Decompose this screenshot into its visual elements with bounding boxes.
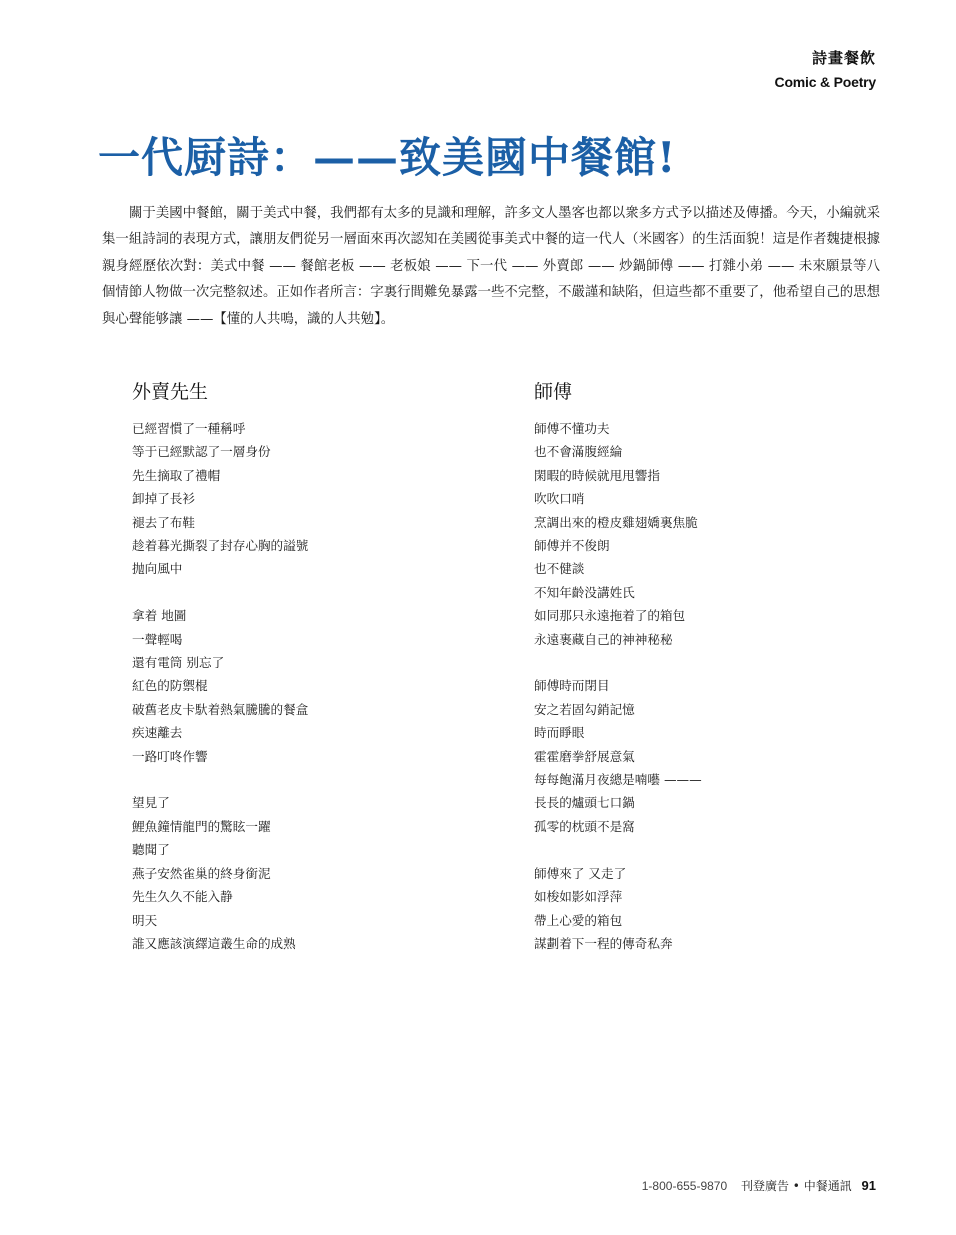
- poem-line: 師傅時而閉目: [534, 678, 610, 694]
- section-label-en: Comic & Poetry: [774, 74, 876, 90]
- poem-line: 謀劃着下一程的傳奇私奔: [534, 935, 673, 951]
- poem-line: 如同那只永遠拖着了的箱包: [534, 608, 686, 624]
- poem-line: 先生久久不能入静: [132, 889, 233, 905]
- poem-line: 永遠裹藏自己的神神秘秘: [534, 631, 673, 647]
- poem-takeout-gentleman: [132, 376, 472, 979]
- poem-line: 吹吹口哨: [534, 491, 585, 507]
- poem-line: 也不健談: [534, 561, 585, 577]
- poem-line: 紅色的防禦棍: [132, 678, 208, 694]
- poem-line: 還有電筒 别忘了: [132, 655, 225, 671]
- poem-line: 師傅來了 又走了: [534, 865, 627, 881]
- poem-line: 明天: [132, 912, 158, 928]
- poem-line: 師傅不懂功夫: [534, 421, 610, 436]
- poem-line: 不知年齡没講姓氏: [534, 584, 635, 600]
- poem-line: 烹調出來的橙皮雞翅嬌裏焦脆: [534, 514, 698, 530]
- poem-line: 閑暇的時候就甩甩響指: [534, 467, 660, 483]
- poem-line: 帶上心愛的箱包: [534, 912, 623, 928]
- footer-phone: 1-800-655-9870: [641, 1179, 728, 1193]
- poem-line: 也不會滿腹經綸: [534, 444, 623, 460]
- poem-line: 孤零的枕頭不是窩: [534, 818, 635, 834]
- footer-publication: 刊登廣告 • 中餐通訊: [740, 1179, 852, 1193]
- poem-line: 師傅并不俊朗: [534, 538, 610, 554]
- poem-stanza: [534, 417, 874, 651]
- page-title: 一代厨詩：——致美國中餐館!: [98, 133, 677, 182]
- poem-line: 等于已經默認了一層身份: [132, 444, 271, 460]
- poem-line: 卸掉了長衫: [132, 491, 195, 507]
- section-label-zh: 詩畫餐飲: [811, 49, 876, 67]
- poem-line: 安之若固勾銷記憶: [534, 701, 635, 717]
- poem-line: 聽聞了: [132, 842, 170, 858]
- poem-line: 燕子安然雀巢的終身銜泥: [132, 865, 271, 881]
- intro-paragraph: 關于美國中餐館，關于美式中餐，我們都有太多的見識和理解，許多文人墨客也都以衆多方式予以描述及傳播。今天，小編就采集一組詩詞的表現方式，讓朋友們從另一層面來再次認知在美國從事美式中餐的這一代人（米國客）的生活面貌！這是作者魏捷根據親身經歷依次對：美式中餐 —— 餐館老板 —— 老板娘 —— 下一代 —— 外賣郎 —— 炒鍋師傅 —— 打雜小弟 —— 未來願景等八個情節人物做一次完整叙述。正如作者所言：字裏行間難免暴露一些不完整，不嚴謹和缺陷，但這些都不重要了，他希望自己的思想與心聲能够讓 ——【懂的人共鳴，識的人共勉】。: [102, 206, 880, 327]
- poem-line: 已經習慣了一種稱呼: [132, 421, 246, 436]
- poem-line: 鯉魚鐘情龍門的驚眩一躍: [132, 818, 271, 834]
- poem-title: 外賣先生: [132, 381, 209, 403]
- poem-line: 望見了: [132, 795, 170, 811]
- poem-line: 抛向風中: [132, 561, 183, 577]
- poem-line: 趁着暮光撕裂了封存心胸的謚號: [132, 538, 309, 554]
- poem-line: 一路叮咚作響: [132, 748, 208, 764]
- section-header: [775, 46, 876, 94]
- poem-line: 如梭如影如浮萍: [534, 889, 623, 905]
- poem-line: 時而睜眼: [534, 725, 585, 741]
- poem-line: 破舊老皮卡馱着熱氣騰騰的餐盒: [132, 701, 309, 717]
- poem-title: 師傅: [534, 381, 573, 403]
- poem-stanza: [534, 862, 874, 956]
- poem-line: 先生摘取了禮帽: [132, 467, 221, 483]
- poem-stanza: [132, 604, 472, 768]
- poem-line: 疾速離去: [132, 725, 183, 741]
- poem-line: 褪去了布鞋: [132, 514, 195, 530]
- poem-line: 誰又應該演繹這叢生命的成熟: [132, 935, 296, 951]
- poem-line: 霍霍磨拳舒展意氣: [534, 748, 635, 764]
- poem-stanza: [132, 417, 472, 581]
- poem-stanza: [534, 674, 874, 838]
- poem-line: 拿着 地圖: [132, 608, 187, 624]
- poem-line: 每每飽滿月夜總是喃囈 ———: [534, 772, 702, 788]
- page-number: 91: [861, 1178, 876, 1193]
- poem-line: 長長的爐頭七口鍋: [534, 795, 635, 811]
- poem-stanza: [132, 791, 472, 955]
- poem-line: 一聲輕喝: [132, 631, 183, 647]
- poem-chef: [534, 376, 874, 979]
- page-footer: [642, 1176, 876, 1196]
